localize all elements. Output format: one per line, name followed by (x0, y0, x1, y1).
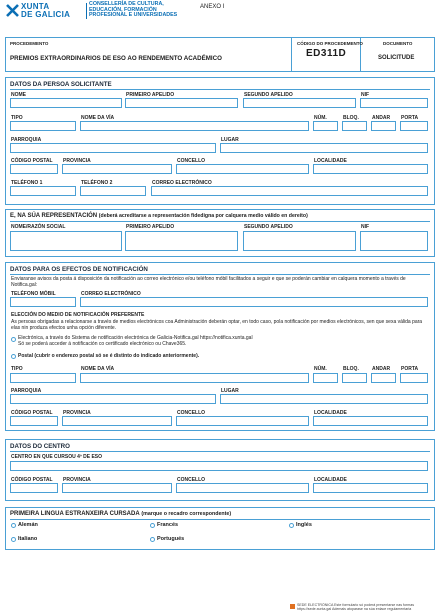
notif-postal-code-field[interactable] (10, 416, 58, 426)
surname1-field[interactable] (125, 98, 238, 108)
brand-top: XUNTA (21, 2, 50, 11)
representative-title: E, NA SÚA REPRESENTACIÓN (10, 213, 98, 219)
postal-code-label: CÓDIGO POSTAL (11, 158, 53, 164)
door-field[interactable] (400, 121, 428, 131)
notif-province-field[interactable] (62, 416, 172, 426)
german-radio[interactable] (11, 523, 16, 528)
phone1-field[interactable] (10, 186, 76, 196)
mobile-field[interactable] (10, 297, 76, 307)
footer-note (297, 603, 437, 611)
notif-road-type-field[interactable] (10, 373, 76, 383)
number-field[interactable] (313, 121, 338, 131)
centre-municipality-field[interactable] (176, 483, 309, 493)
locality-label: LOCALIDADE (314, 158, 347, 164)
italian-label: Italiano (18, 536, 38, 542)
notif-street-field[interactable] (80, 373, 309, 383)
notif-parish-label: PARROQUIA (11, 388, 42, 394)
department-line: CONSELLERÍA DE CULTURA, (89, 1, 164, 7)
brand-name (21, 3, 70, 19)
notif-number-label: NÚM. (314, 366, 327, 372)
notif-number-field[interactable] (313, 373, 338, 383)
notif-locality-label: LOCALIDADE (314, 410, 347, 416)
notification-title: DATOS PARA OS EFECTOS DE NOTIFICACIÓN (10, 266, 148, 273)
notif-block-label: BLOQ. (343, 366, 359, 372)
notif-municipality-field[interactable] (176, 416, 309, 426)
email-field[interactable] (151, 186, 428, 196)
notif-block-field[interactable] (342, 373, 367, 383)
english-label: Inglés (296, 522, 312, 528)
procedure-label: PROCEDEMENTO (10, 41, 49, 46)
footer-line: https://sede.xunta.gal Ademais atoparase na súa enlace regulamentaria (297, 607, 412, 611)
parish-label: PARROQUIA (11, 137, 42, 143)
province-label: PROVINCIA (63, 158, 91, 164)
first-name-label: NOME (11, 92, 26, 98)
phone2-label: TELÉFONO 2 (81, 180, 113, 186)
centre-province-label: PROVINCIA (63, 477, 91, 483)
centre-municipality-label: CONCELLO (177, 477, 206, 483)
electronic-radio[interactable] (11, 337, 16, 342)
notif-email-label: CORREO ELECTRÓNICO (81, 291, 141, 297)
nif-field[interactable] (360, 98, 428, 108)
floor-field[interactable] (371, 121, 396, 131)
parish-field[interactable] (10, 143, 216, 153)
procedure-divider (291, 37, 292, 72)
postal-option-text: Postal (cubrir o enderezo postal só se é distinto do indicado anteriormente). (18, 353, 200, 359)
language-heading (10, 511, 231, 517)
door-label: PORTA (401, 115, 419, 121)
centre-postal-code-field[interactable] (10, 483, 58, 493)
rep-nif-field[interactable] (360, 231, 428, 251)
procedure-code-label: CÓDIGO DO PROCEDEMENTO (297, 41, 363, 46)
road-type-field[interactable] (10, 121, 76, 131)
header-divider (86, 3, 87, 19)
english-radio[interactable] (289, 523, 294, 528)
department-line: EDUCACIÓN, FORMACIÓN (89, 6, 157, 13)
municipality-label: CONCELLO (177, 158, 206, 164)
notif-municipality-label: CONCELLO (177, 410, 206, 416)
surname2-label: SEGUNDO APELIDO (244, 92, 293, 98)
street-name-label: NOME DA VÍA (81, 115, 115, 121)
french-label: Francés (157, 522, 179, 528)
section-rule (10, 221, 430, 222)
centre-name-label: CENTRO EN QUE CURSOU 4º DE ESO (11, 454, 103, 460)
floor-label: ANDAR (372, 115, 391, 121)
email-label: CORREO ELECTRÓNICO (152, 180, 212, 186)
place-label: LUGAR (221, 137, 239, 143)
province-field[interactable] (62, 164, 172, 174)
notif-email-field[interactable] (80, 297, 428, 307)
mobile-label: TELÉFONO MÓBIL (11, 291, 56, 297)
section-rule (10, 89, 430, 90)
sede-logo-icon (290, 604, 295, 609)
place-field[interactable] (220, 143, 428, 153)
german-label: Alemán (18, 522, 38, 528)
representative-heading (10, 213, 308, 219)
electronic-option-note: Só se poderá acceder á notificación co certificado electrónico ou Chave365. (18, 341, 187, 347)
document-label: DOCUMENTO (383, 41, 413, 46)
representative-note: (deberá acreditarse a representación fidedigna por calquera medio válido en dereito) (98, 213, 308, 219)
notif-floor-label: ANDAR (372, 366, 391, 372)
brand-bottom: DE GALICIA (21, 10, 71, 19)
preferred-channel-text: As persoas obrigadas a relacionarse a través de medios electrónicos coa Administración deberán optar, en todo caso, pola notificación por medios electrónicos, sen que sexa válida para elas nin produza efectos unha opción diferente. (11, 319, 423, 331)
postal-radio[interactable] (11, 354, 16, 359)
rep-nif-label: NIF (361, 224, 370, 230)
number-label: NÚM. (314, 115, 327, 121)
notif-postal-code-label: CÓDIGO POSTAL (11, 410, 53, 416)
document-type: SOLICITUDE (378, 55, 415, 61)
preferred-channel-title: ELECCIÓN DO MEDIO DE NOTIFICACIÓN PREFERENTE (11, 312, 145, 318)
applicant-title: DATOS DA PERSOA SOLICITANTE (10, 81, 112, 88)
section-rule (10, 274, 430, 275)
block-label: BLOQ. (343, 115, 359, 121)
rep-surname2-field[interactable] (243, 231, 356, 251)
municipality-field[interactable] (176, 164, 309, 174)
annex-label: ANEXO I (200, 4, 225, 10)
rep-surname1-field[interactable] (125, 231, 238, 251)
department-line: PROFESIONAL E UNIVERSIDADES (89, 12, 178, 19)
notif-province-label: PROVINCIA (63, 410, 91, 416)
block-field[interactable] (342, 121, 367, 131)
procedure-name: PREMIOS EXTRAORDINARIOS DE ESO AO RENDEMENTO ACADÉMICO (10, 55, 222, 62)
surname1-label: PRIMEIRO APELIDO (126, 92, 175, 98)
rep-surname1-label: PRIMEIRO APELIDO (126, 224, 175, 230)
notif-street-label: NOME DA VÍA (81, 366, 115, 372)
street-name-field[interactable] (80, 121, 309, 131)
centre-province-field[interactable] (62, 483, 172, 493)
centre-title: DATOS DO CENTRO (10, 443, 70, 450)
phone1-label: TELÉFONO 1 (11, 180, 43, 186)
notif-road-type-label: TIPO (11, 366, 23, 372)
nif-label: NIF (361, 92, 370, 98)
rep-name-label: NOME/RAZÓN SOCIAL (11, 224, 66, 230)
centre-name-field[interactable] (10, 461, 428, 471)
footer-line: SEDE ELECTRÓNICA Este formulario só poderá presentarse nas formas (297, 603, 415, 607)
language-note: (marque o recadro correspondente) (141, 511, 232, 517)
portuguese-radio[interactable] (150, 537, 155, 542)
department-name (89, 2, 177, 19)
first-name-field[interactable] (10, 98, 122, 108)
notif-place-label: LUGAR (221, 388, 239, 394)
notif-floor-field[interactable] (371, 373, 396, 383)
centre-locality-field[interactable] (313, 483, 428, 493)
notif-place-field[interactable] (220, 394, 428, 404)
postal-code-field[interactable] (10, 164, 58, 174)
italian-radio[interactable] (11, 537, 16, 542)
notification-intro: Enviaranse avisos da posta á disposición da notificación ao correo electrónico e/ou teléfono móbil facilitados a seguir e que se poderán cambiar en calquera momento a través de Notifica.gal: (11, 276, 406, 288)
notif-locality-field[interactable] (313, 416, 428, 426)
centre-postal-code-label: CÓDIGO POSTAL (11, 477, 53, 483)
french-radio[interactable] (150, 523, 155, 528)
section-rule (10, 451, 430, 452)
locality-field[interactable] (313, 164, 428, 174)
electronic-option-text (18, 335, 428, 347)
electronic-option-label: Electrónica, a través do Sistema de notificación electrónica de Galicia-Notifica.gal https://notifica.xunta.gal (18, 335, 253, 341)
portuguese-label: Portugués (157, 536, 185, 542)
notif-parish-field[interactable] (10, 394, 216, 404)
centre-locality-label: LOCALIDADE (314, 477, 347, 483)
phone2-field[interactable] (80, 186, 146, 196)
procedure-code: ED311D (306, 48, 347, 59)
rep-surname2-label: SEGUNDO APELIDO (244, 224, 293, 230)
notif-door-field[interactable] (400, 373, 428, 383)
language-title: PRIMEIRA LINGUA ESTRANXEIRA CURSADA (10, 511, 140, 517)
surname2-field[interactable] (243, 98, 356, 108)
rep-name-field[interactable] (10, 231, 122, 251)
notif-door-label: PORTA (401, 366, 419, 372)
road-type-label: TIPO (11, 115, 23, 121)
xunta-logo-icon (5, 3, 20, 18)
section-rule (10, 519, 430, 520)
